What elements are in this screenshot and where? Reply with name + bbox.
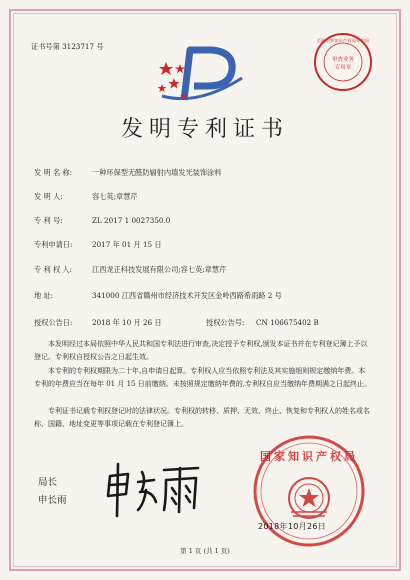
inventor-value: 容七英;章慧芹 (92, 192, 138, 201)
cnipa-official-seal (250, 432, 368, 550)
field-inventor (34, 192, 138, 202)
field-invention-name (34, 168, 221, 178)
paragraph-term-and-fees: 本专利的专利权期限为二十年,自申请日起算。专利权人应当依照专利法及其实施细则规定缴纳年费。本专利的年费应当在每年 01 月 15 日前缴纳。未按照规定缴纳年费的,专利权自应当缴纳年费期满之日起终止。 (34, 367, 371, 388)
certificate-title: 发明专利证书 (120, 117, 289, 142)
official-seal-ring-text: 国家知识产权局 (260, 450, 358, 463)
review-seal-center-line1: 审查业务 (331, 57, 354, 63)
field-filing-date (34, 240, 162, 250)
review-seal-center-line2: 专用章 (334, 65, 352, 71)
cert-number-label: 证书号第 (31, 42, 60, 51)
filing-date-label: 专利申请日: (34, 240, 73, 249)
inventor-label: 发 明 人: (34, 192, 63, 201)
cert-number-suffix: 号 (96, 42, 104, 51)
cert-number-value: 3123717 (62, 42, 95, 51)
grant-date-value: 2018 年 10 月 26 日 (92, 318, 162, 327)
field-grant-number (206, 318, 319, 328)
handwritten-signature-icon (102, 460, 212, 520)
patent-number-value: ZL 2017 1 0027350.0 (92, 216, 171, 225)
invention-name-value: 一种环保型无醛防辐射内墙发光装饰涂料 (92, 168, 222, 177)
grant-number-value: CN 106675402 B (256, 318, 319, 327)
address-value: 341000 江西省赣州市经济技术开发区金岭西路希雨路 2 号 (92, 291, 282, 300)
certificate-number (31, 42, 104, 52)
field-patentee (34, 265, 226, 275)
seal-date: 2018年10月26日 (258, 522, 327, 531)
field-grant-date (34, 318, 162, 328)
paragraph-grant-statement: 本发明经过本局依照中华人民共和国专利法进行审查,决定授予专利权,颁发本证书并在专利登记簿上予以登记。专利权自授权公告之日起生效。 (34, 340, 368, 361)
patentee-label: 专 利 权 人: (34, 265, 73, 274)
patent-number-label: 专 利 号: (34, 216, 63, 225)
cnipa-logo-icon (150, 40, 260, 108)
field-address (34, 291, 282, 301)
filing-date-value: 2017 年 01 月 15 日 (92, 240, 162, 249)
grant-date-label: 授权公告日: (34, 318, 73, 327)
review-seal-ring-text: 至此国家知识产权局专利局 (316, 38, 370, 43)
review-seal-top-right (312, 31, 374, 93)
grant-number-label: 授权公告号: (206, 318, 245, 327)
commissioner-name: 申长雨 (38, 495, 67, 506)
page-footer: 第 1 页 (共 1 页) (180, 547, 230, 555)
invention-name-label: 发 明 名 称: (34, 168, 73, 177)
patentee-value: 江西龙正科技发展有限公司;容七英;章慧芹 (92, 265, 227, 274)
address-label: 地 址: (34, 291, 54, 300)
paragraph-legal-status: 专利证书记载专利权登记时的法律状况。专利权的转移、质押、无效、终止、恢复和专利权人的姓名或名称、国籍、地址变更等事项记载在专利登记簿上。 (34, 407, 370, 428)
commissioner-title: 局长 (38, 477, 58, 488)
field-patent-number (34, 216, 170, 226)
